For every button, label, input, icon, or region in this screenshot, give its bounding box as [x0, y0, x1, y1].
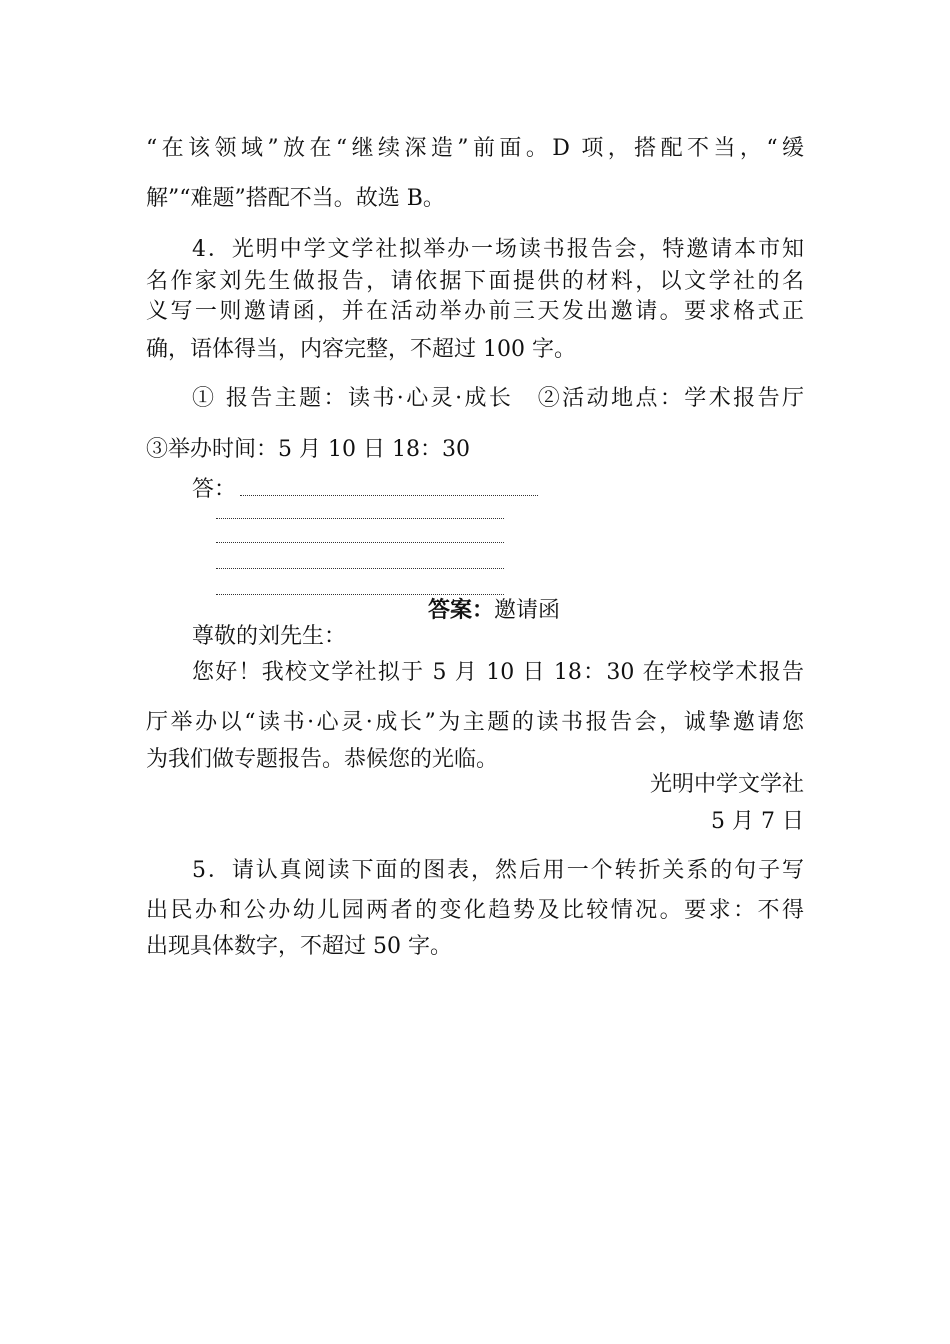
letter-body-line-3: 为我们做专题报告。恭候您的光临。 [146, 747, 499, 772]
letter-title: 邀请函 [494, 598, 561, 623]
letter-body-line-1: 您好！我校文学社拟于 5 月 10 日 18：30 在学校学术报告 [192, 660, 804, 685]
prev-answer-line-1: “在该领域”放在“继续深造”前面。D 项，搭配不当，“缓 [146, 136, 804, 161]
question-5-line-3: 出现具体数字，不超过 50 字。 [146, 934, 452, 959]
answer-label: 答案： [428, 598, 495, 623]
prev-answer-line-2: 解”“难题”搭配不当。故选 B。 [146, 186, 445, 211]
question-4-line-4: 确，语体得当，内容完整，不超过 100 字。 [146, 337, 576, 362]
question-4-line-3: 义写一则邀请函，并在活动举办前三天发出邀请。要求格式正 [146, 299, 804, 324]
letter-signer: 光明中学文学社 [649, 772, 804, 797]
letter-salutation: 尊敬的刘先生： [192, 624, 347, 649]
letter-body-line-2: 厅举办以“读书·心灵·成长”为主题的读书报告会，诚挚邀请您 [146, 710, 804, 735]
answer-blank-line-2 [216, 518, 504, 519]
question-4-line-2: 名作家刘先生做报告，请依据下面提供的材料，以文学社的名 [146, 269, 804, 294]
material-line-2: ③举办时间：5 月 10 日 18：30 [146, 437, 470, 462]
answer-blank-line-5 [216, 594, 504, 595]
material-line-1: ① 报告主题：读书·心灵·成长 ②活动地点：学术报告厅 [192, 386, 804, 411]
letter-date: 5 月 7 日 [711, 809, 804, 834]
answer-blank-line-4 [216, 568, 504, 569]
question-5-line-2: 出民办和公办幼儿园两者的变化趋势及比较情况。要求：不得 [146, 898, 804, 923]
answer-heading [428, 597, 560, 625]
answer-prompt-label: 答： [192, 477, 237, 502]
question-4-line-1: 4．光明中学文学社拟举办一场读书报告会，特邀请本市知 [192, 237, 804, 262]
question-5-line-1: 5．请认真阅读下面的图表，然后用一个转折关系的句子写 [192, 858, 804, 883]
answer-blank-line-3 [216, 542, 504, 543]
answer-blank-line-1 [240, 495, 538, 496]
